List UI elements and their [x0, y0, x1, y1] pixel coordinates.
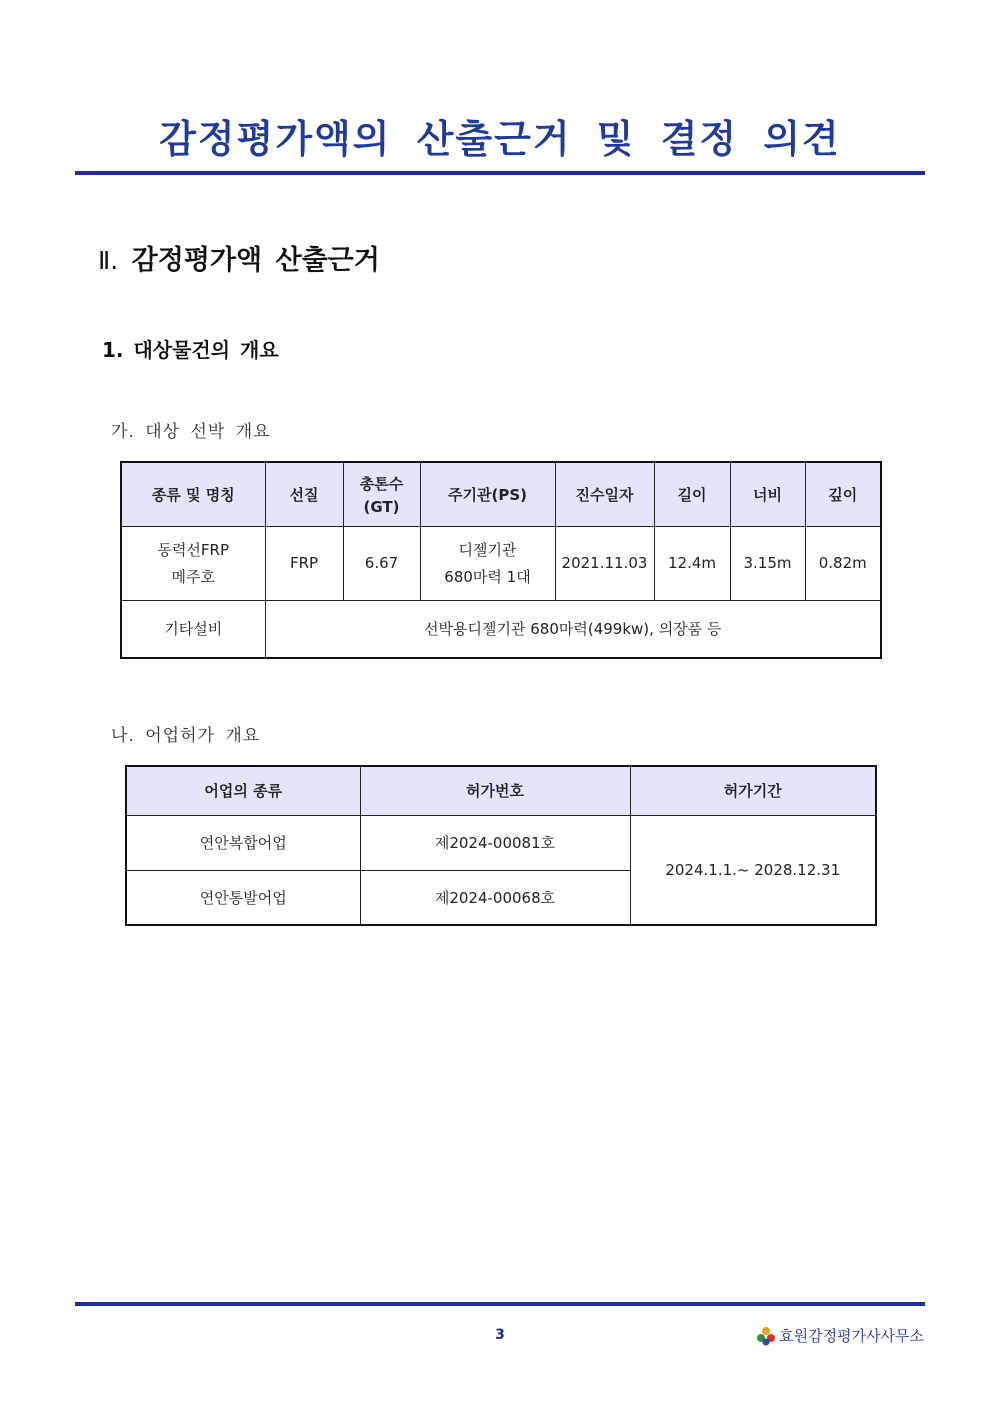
cell-other-value: 선박용디젤기관 680마력(499kw), 의장품 등: [265, 600, 881, 658]
title-rule: [75, 171, 925, 175]
header-license-number: 허가번호: [360, 766, 630, 815]
header-depth: 깊이: [805, 462, 881, 526]
header-material: 선질: [265, 462, 343, 526]
subsection-heading: 1. 대상물건의 개요: [102, 338, 279, 362]
ship-other-row: [121, 600, 881, 658]
header-launch-date: 진수일자: [555, 462, 654, 526]
cell-other-label: 기타설비: [121, 600, 265, 658]
header-license-period: 허가기간: [630, 766, 876, 815]
fishing-license-label: 나. 어업허가 개요: [111, 726, 261, 746]
cell-depth: 0.82m: [805, 526, 881, 600]
cell-license-number: 제2024-00081호: [360, 815, 630, 870]
cell-type-line1: 동력선FRP: [157, 541, 230, 559]
section-heading: [98, 238, 380, 277]
fishing-license-table: [125, 765, 877, 926]
header-width: 너비: [730, 462, 805, 526]
cell-type-line2: 메주호: [171, 568, 215, 586]
cell-license-number: 제2024-00068호: [360, 870, 630, 925]
cell-engine-line1: 디젤기관: [458, 541, 517, 559]
cell-engine: [420, 526, 555, 600]
cell-material: FRP: [265, 526, 343, 600]
cell-fishing-kind: 연안복합어업: [126, 815, 360, 870]
cell-type-name: [121, 526, 265, 600]
table-row: [126, 815, 876, 870]
ship-overview-label: 가. 대상 선박 개요: [111, 422, 271, 442]
header-type-name: 종류 및 명칭: [121, 462, 265, 526]
header-gross-tonnage-line1: 총톤수: [359, 474, 404, 493]
cell-length: 12.4m: [654, 526, 730, 600]
section-number: Ⅱ.: [98, 246, 119, 275]
header-gross-tonnage: [343, 462, 420, 526]
cell-engine-line2: 680마력 1대: [444, 568, 531, 586]
footer-rule: [75, 1302, 925, 1306]
office-logo-icon: [756, 1326, 776, 1346]
ship-data-row: [121, 526, 881, 600]
ship-overview-table: [120, 461, 882, 659]
cell-gross-tonnage: 6.67: [343, 526, 420, 600]
office-brand: [756, 1325, 924, 1346]
header-engine: 주기관(PS): [420, 462, 555, 526]
header-length: 길이: [654, 462, 730, 526]
page-number: 3: [495, 1327, 505, 1343]
cell-fishing-kind: 연안통발어업: [126, 870, 360, 925]
ship-header-row: [121, 462, 881, 526]
header-gross-tonnage-line2: (GT): [363, 497, 400, 516]
cell-license-period: 2024.1.1.~ 2028.12.31: [630, 815, 876, 925]
document-title: 감정평가액의 산출근거 및 결정 의견: [159, 117, 841, 161]
cell-width: 3.15m: [730, 526, 805, 600]
cell-launch-date: 2021.11.03: [555, 526, 654, 600]
office-name: 효원감정평가사사무소: [779, 1327, 924, 1345]
section-title: 감정평가액 산출근거: [131, 245, 380, 276]
header-fishing-kind: 어업의 종류: [126, 766, 360, 815]
license-header-row: [126, 766, 876, 815]
